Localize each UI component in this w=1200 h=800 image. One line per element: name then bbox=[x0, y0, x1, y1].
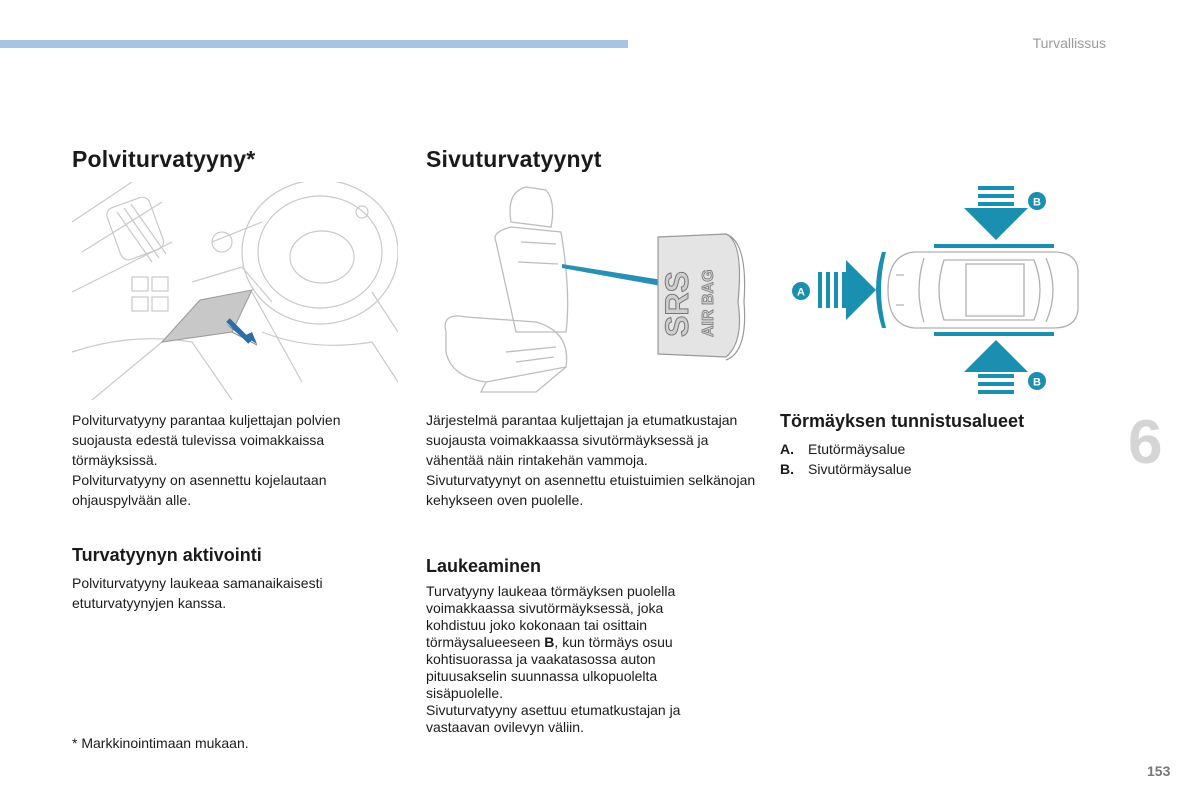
detection-zones-heading: Törmäyksen tunnistusalueet bbox=[780, 411, 1025, 431]
footnote: * Markkinointimaan mukaan. bbox=[72, 735, 249, 751]
header-bar bbox=[0, 40, 628, 48]
knee-airbag-illustration bbox=[72, 182, 398, 400]
section-title: Turvallissus bbox=[1032, 35, 1106, 51]
knee-airbag-description bbox=[72, 410, 392, 510]
page-number: 153 bbox=[1147, 763, 1171, 779]
list-item bbox=[780, 459, 912, 479]
item-label: B. bbox=[780, 461, 794, 477]
activation-text: Polviturvatyyny laukeaa samanaikaisesti etuturvatyynyjen kanssa. bbox=[72, 575, 323, 611]
knee-airbag-title: Polviturvatyyny* bbox=[72, 146, 256, 172]
marker-b-top: B bbox=[1033, 196, 1041, 209]
srs-label: SRS bbox=[659, 271, 695, 337]
paragraph: Polviturvatyyny parantaa kuljettajan polvien suojausta edestä tulevissa voimakkaissa törmäyksissä. bbox=[72, 412, 341, 468]
item-text: Sivutörmäysalue bbox=[808, 461, 912, 477]
item-text: Etutörmäysalue bbox=[808, 441, 906, 457]
seat-drawing bbox=[426, 182, 752, 400]
paragraph: Polviturvatyyny on asennettu kojelautaan ohjauspylvään alle. bbox=[72, 472, 327, 508]
marker-b-bottom: B bbox=[1033, 376, 1041, 389]
car-zones-drawing bbox=[784, 180, 1084, 400]
dashboard-drawing bbox=[72, 182, 398, 400]
airbag-label: AIR BAG bbox=[700, 269, 717, 337]
deployment-text bbox=[426, 583, 726, 736]
side-airbag-illustration bbox=[426, 182, 752, 400]
marker-a: A bbox=[797, 286, 805, 299]
list-item bbox=[780, 439, 912, 459]
chapter-number: 6 bbox=[1128, 408, 1163, 477]
item-label: A. bbox=[780, 441, 794, 457]
paragraph: Sivuturvatyyny asettuu etumatkustajan ja vastaavan ovilevyn väliin. bbox=[426, 702, 681, 735]
deployment-heading: Laukeaminen bbox=[426, 556, 542, 576]
detection-zones-illustration bbox=[784, 180, 1084, 400]
paragraph: Turvatyyny laukeaa törmäyksen puolella voimakkaassa sivutörmäyksessä, joka kohdistuu joko kokonaan tai osittain törmäysalueeseen B, kun törmäys osuu kohtisuorassa ja vaakatasossa auton pituusakselin suunnassa ulkopuolelta sisäpuolelle. bbox=[426, 583, 676, 701]
paragraph: Sivuturvatyynyt on asennettu etuistuimien selkänojan kehykseen oven puolelle. bbox=[426, 472, 756, 508]
side-airbag-title: Sivuturvatyynyt bbox=[426, 146, 602, 172]
detection-zones-list bbox=[780, 439, 912, 479]
paragraph: Järjestelmä parantaa kuljettajan ja etumatkustajan suojausta voimakkaassa sivutörmäyksessä ja vähentää näin rintakehän vammoja. bbox=[426, 412, 738, 468]
side-airbag-description bbox=[426, 410, 756, 510]
activation-heading: Turvatyynyn aktivointi bbox=[72, 545, 262, 565]
